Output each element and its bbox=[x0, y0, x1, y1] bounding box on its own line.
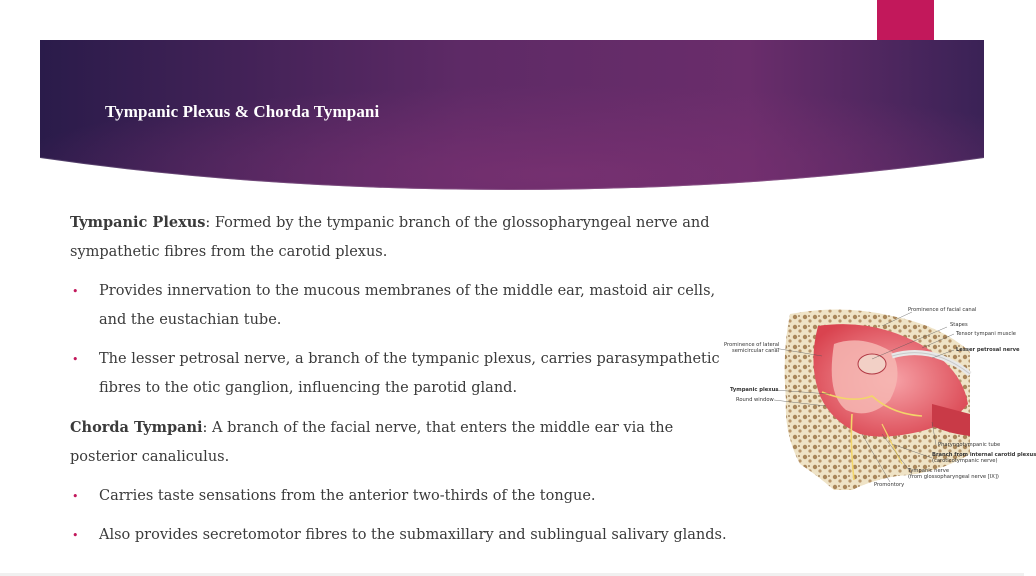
label-tensor: Tensor tympani muscle bbox=[956, 331, 1016, 337]
label-promontory: Promontory bbox=[874, 482, 905, 488]
label-round-window: Round window bbox=[736, 397, 774, 403]
tympanic-plexus-paragraph bbox=[70, 208, 730, 267]
bullet-icon: • bbox=[72, 490, 79, 503]
label-prominence-lateral-1: Prominence of lateral bbox=[724, 342, 780, 348]
list-item bbox=[70, 345, 730, 403]
bullet-icon: • bbox=[72, 353, 79, 366]
label-pharyngotympanic: Pharyngotympanic tube bbox=[938, 442, 1001, 448]
bullet-icon: • bbox=[72, 285, 79, 298]
label-stapes: Stapes bbox=[950, 322, 968, 328]
bullet-icon: • bbox=[72, 529, 79, 542]
label-prominence-facial: Prominence of facial canal bbox=[908, 307, 977, 313]
tympanic-plexus-term: Tympanic Plexus bbox=[70, 214, 206, 231]
bullet-text: Provides innervation to the mucous membranes of the middle ear, mastoid air cells, and the eustachian tube. bbox=[99, 283, 716, 328]
label-tympanic-plexus: Tympanic plexus bbox=[730, 387, 779, 393]
middle-ear-illustration bbox=[722, 304, 1036, 494]
list-item bbox=[70, 277, 730, 335]
chorda-tympani-paragraph bbox=[70, 413, 730, 472]
bullet-text: Carries taste sensations from the anterior two-thirds of the tongue. bbox=[99, 488, 596, 504]
label-lesser-petrosal: Lesser petrosal nerve bbox=[956, 347, 1020, 353]
label-branch-carotid-1: Branch from internal carotid plexus bbox=[932, 452, 1036, 458]
list-item bbox=[70, 521, 730, 550]
chorda-tympani-definition: : A branch of the facial nerve, that enters the middle ear via the posterior canaliculus. bbox=[70, 420, 674, 465]
label-branch-carotid-2: (caroticotympanic nerve) bbox=[932, 458, 998, 464]
label-tympanic-nerve-1: Tympanic nerve bbox=[908, 468, 950, 474]
bullet-text: Also provides secretomotor fibres to the submaxillary and sublingual salivary glands. bbox=[99, 527, 727, 543]
tympanic-plexus-definition: : Formed by the tympanic branch of the glossopharyngeal nerve and sympathetic fibres from the carotid plexus. bbox=[70, 215, 710, 260]
label-prominence-lateral-2: semicircular canal bbox=[732, 348, 780, 354]
chorda-tympani-term: Chorda Tympani bbox=[70, 419, 203, 436]
list-item bbox=[70, 482, 730, 511]
label-tympanic-nerve-2: (from glossopharyngeal nerve [IX]) bbox=[908, 474, 999, 480]
slide-title: Tympanic Plexus & Chorda Tympani bbox=[105, 102, 380, 121]
bullet-text: The lesser petrosal nerve, a branch of the tympanic plexus, carries parasympathetic fibres to the otic ganglion, influencing the parotid gland. bbox=[99, 351, 720, 396]
slide-body bbox=[70, 208, 730, 560]
